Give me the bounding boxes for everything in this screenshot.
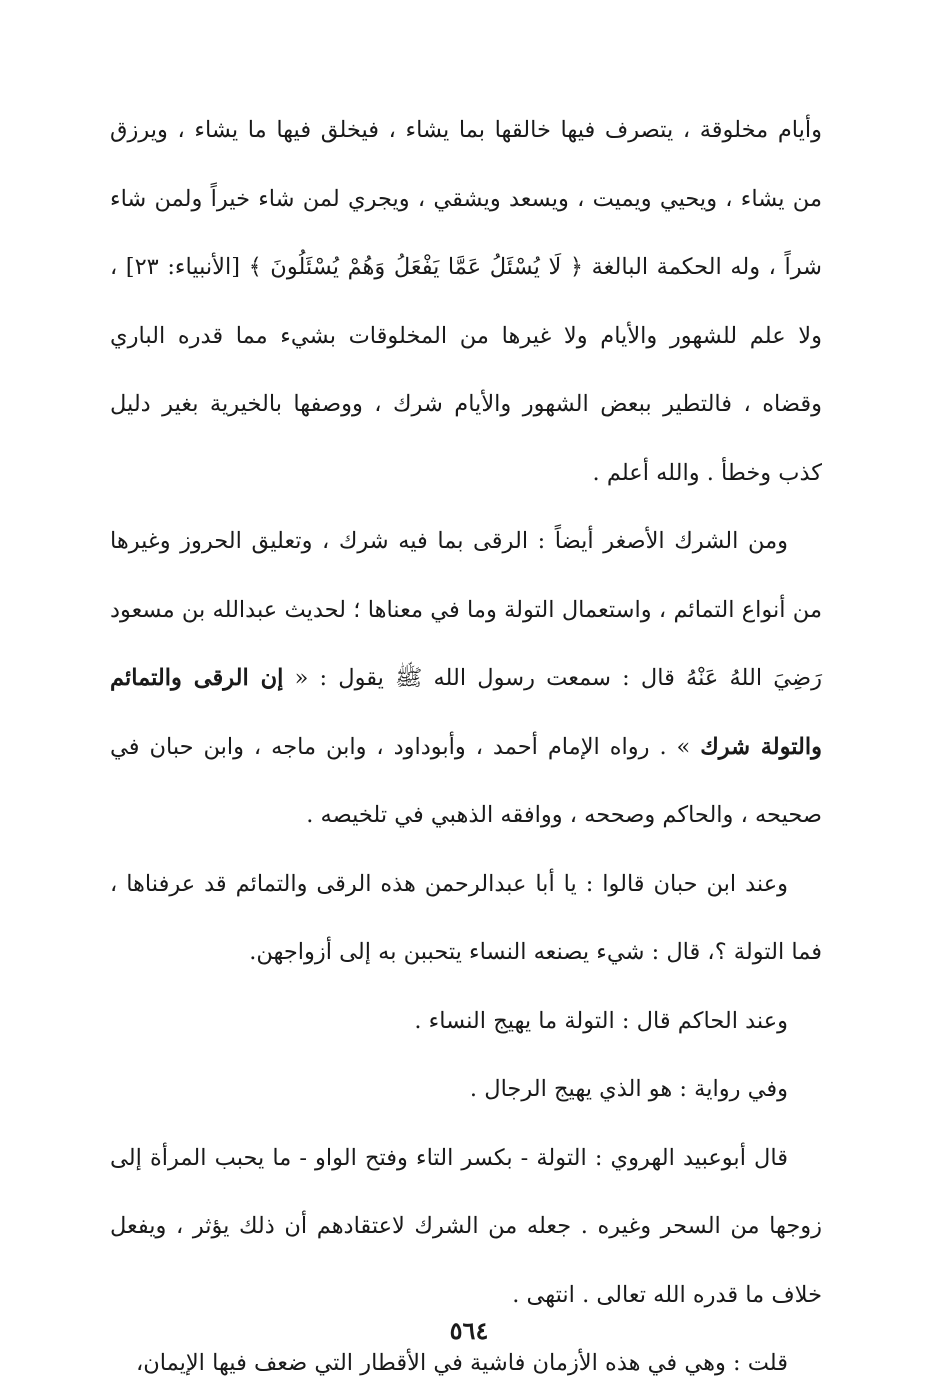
text-segment: وعند الحاكم قال : التولة ما يهيج النساء . bbox=[414, 1007, 788, 1034]
paragraph-al-hakim bbox=[110, 987, 822, 1056]
text-segment: » . رواه الإمام أحمد ، وأبوداود ، وابن ماجه ، وابن حبان في صحيحه ، والحاكم وصححه ، ووافقه الذهبي في تلخيصه . bbox=[110, 733, 822, 828]
paragraph-weeks-and-days bbox=[110, 96, 822, 507]
quran-verse: ﴿ لَا يُسْئَلُ عَمَّا يَفْعَلُ وَهُمْ يُسْئَلُونَ ﴾ bbox=[248, 254, 584, 280]
text-segment: قال أبوعبيد الهروي : التولة - بكسر التاء وفتح الواو - ما يحبب المرأة إلى زوجها من السحر وغيره . جعله من الشرك لاعتقادهم أن ذلك يؤثر ، ويفعل خلاف ما قدره الله تعالى . انتهى . bbox=[110, 1144, 822, 1308]
text-segment: قلت : وهي في هذه الأزمان فاشية في الأقطار التي ضعف فيها الإيمان، bbox=[135, 1350, 788, 1376]
body-text bbox=[110, 96, 822, 1398]
text-segment: وفي رواية : هو الذي يهيج الرجال . bbox=[469, 1076, 788, 1102]
text-segment: وعند ابن حبان قالوا : يا أبا عبدالرحمن هذه الرقى والتمائم قد عرفناها ، فما التولة ؟، قال : شيء يصنعه النساء يتحببن به إلى أزواجهن. bbox=[110, 870, 822, 965]
text-segment: وأيام مخلوقة ، يتصرف فيها خالقها بما يشاء ، فيخلق فيها ما يشاء ، ويرزق من يشاء ، ويحيي ويميت ، ويسعد ويشقي ، ويجري لمن شاء خيراً ولمن شاء شراً ، وله الحكمة البالغة bbox=[110, 117, 822, 280]
paragraph-abu-ubaid bbox=[110, 1124, 822, 1330]
paragraph-ibn-hibban bbox=[110, 850, 822, 987]
paragraph-narration bbox=[110, 1055, 822, 1124]
hadith-quote: إن الرقى والتمائم والتولة شرك bbox=[110, 665, 823, 760]
text-segment: ومن الشرك الأصغر أيضاً : الرقى بما فيه شرك ، وتعليق الحروز وغيرها من أنواع التمائم ، واستعمال التولة وما في معناها ؛ لحديث عبدالله بن مسعود رَضِيَ اللهُ عَنْهُ قال : سمعت رسول الله ﷺ يقول : « bbox=[110, 528, 822, 691]
text-segment: [الأنبياء: ٢٣] ، ولا علم للشهور والأيام ولا غيرها من المخلوقات بشيء مما قدره الباري وقضاه ، فالتطير ببعض الشهور والأيام شرك ، ووصفها بالخيرية بغير دليل كذب وخطأ . والله أعلم . bbox=[110, 254, 822, 486]
paragraph-minor-shirk bbox=[110, 507, 822, 850]
page-number: ٥٦٤ bbox=[449, 1316, 489, 1345]
